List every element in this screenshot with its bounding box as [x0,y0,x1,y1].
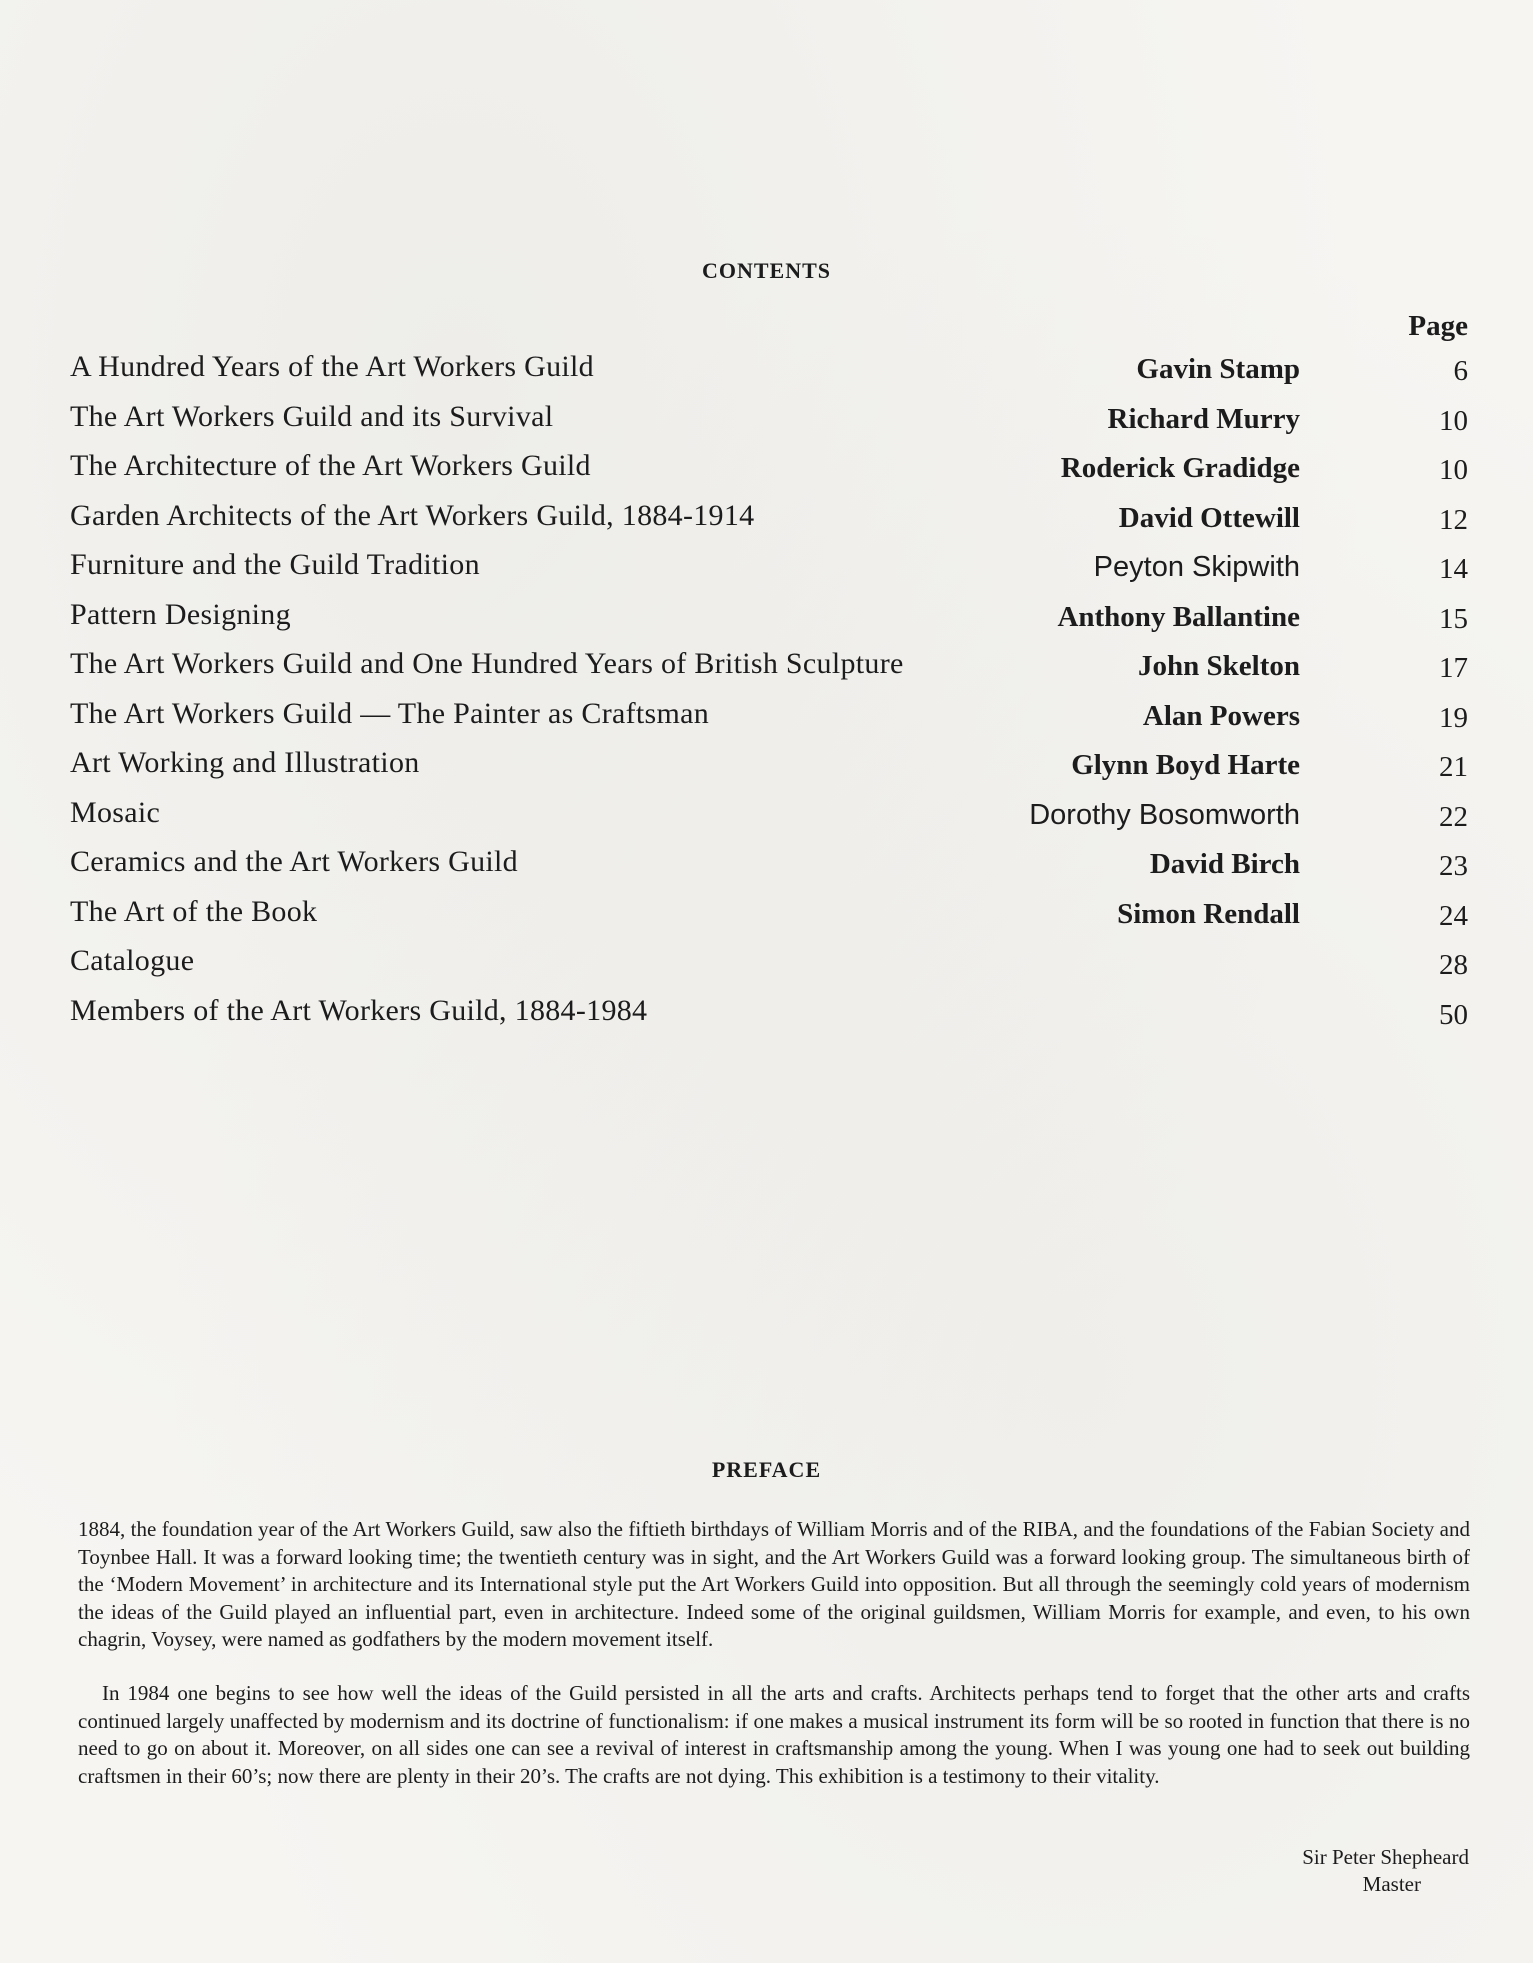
toc-entry [70,890,1470,940]
toc-author: Richard Murry [1107,402,1300,435]
toc-author: Alan Powers [1142,699,1300,732]
toc-title: Furniture and the Guild Tradition [70,548,480,581]
toc-author: David Birch [1149,848,1300,880]
toc-page-number: 19 [1439,701,1468,734]
signature-title: Master [1362,1872,1421,1896]
signature-name: Sir Peter Shepheard [1302,1845,1469,1869]
toc-author: Anthony Ballantine [1057,600,1300,633]
toc-entry [70,444,1470,494]
preface-heading: PREFACE [711,1457,822,1482]
toc-page-number: 6 [1453,355,1468,387]
toc-author: Simon Rendall [1117,897,1300,930]
toc-entry [70,395,1470,445]
toc-page-number: 17 [1439,652,1468,684]
toc-entry [70,791,1470,841]
page-column-heading: Page [1408,310,1468,342]
toc-page-number: 50 [1439,998,1468,1031]
toc-author: Roderick Gradidge [1060,452,1300,484]
table-of-contents [70,345,1470,1038]
toc-title: Members of the Art Workers Guild, 1884-1984 [70,993,648,1027]
preface-paragraph: 1884, the foundation year of the Art Workers Guild, saw also the fiftieth birthdays of William Morris and of the RIBA, and the foundations of the Fabian Society and Toynbee Hall. It was a forward looking time; the twentieth century was in sight, and the Art Workers Guild was a forward looking group. The simultaneous birth of the ‘Modern Movement’ in architecture and its International style put the Art Workers Guild into opposition. But all through the seemingly cold years of modernism the ideas of the Guild played an influential part, even in architecture. Indeed some of the original guildsmen, William Morris for example, and even, to his own chagrin, Voysey, were named as godfathers by the modern movement itself. [78,1517,1470,1652]
toc-page-number: 21 [1439,751,1468,783]
toc-entry [70,692,1470,742]
toc-page-number: 28 [1439,949,1468,981]
toc-page-number: 14 [1439,553,1468,585]
contents-heading: CONTENTS [701,258,832,283]
toc-title: Garden Architects of the Art Workers Guild, 1884-1914 [70,498,755,532]
toc-title: The Art Workers Guild — The Painter as Craftsman [70,696,710,730]
toc-title: The Art Workers Guild and its Survival [70,399,554,433]
toc-page-number: 24 [1439,899,1468,932]
toc-author: David Ottewill [1118,501,1300,534]
toc-title: Ceramics and the Art Workers Guild [70,845,518,878]
toc-title: The Art of the Book [70,894,318,928]
toc-page-number: 22 [1439,800,1468,833]
toc-author: Gavin Stamp [1136,353,1300,385]
toc-entry [70,345,1470,395]
toc-entry [70,494,1470,544]
toc-entry [70,593,1470,643]
toc-author: Glynn Boyd Harte [1071,749,1300,781]
toc-page-number: 12 [1439,503,1468,536]
toc-author: Peyton Skipwith [1093,551,1300,583]
toc-entry [70,939,1470,989]
toc-title: A Hundred Years of the Art Workers Guild [70,350,594,383]
toc-title: Art Working and Illustration [70,746,420,779]
toc-page-number: 10 [1439,404,1468,437]
toc-title: Pattern Designing [70,597,291,631]
toc-title: Mosaic [70,795,161,829]
toc-entry [70,840,1470,890]
toc-author: John Skelton [1138,650,1300,682]
toc-author: Dorothy Bosomworth [1029,798,1300,831]
toc-entry [70,741,1470,791]
toc-title: Catalogue [70,944,195,977]
preface-body [78,1516,1470,1790]
signature-block [1209,1844,1469,1898]
toc-entry [70,543,1470,593]
toc-entry [70,642,1470,692]
toc-entry [70,989,1470,1039]
toc-title: The Architecture of the Art Workers Guild [70,449,591,482]
toc-page-number: 23 [1439,850,1468,882]
toc-page-number: 15 [1439,602,1468,635]
preface-paragraph: In 1984 one begins to see how well the ideas of the Guild persisted in all the arts and crafts. Architects perhaps tend to forget that the other arts and crafts continued largely unaffected by modernism and its doctrine of functionalism: if one makes a musical instrument its form will be so rooted in function that there is no need to go on about it. Moreover, on all sides one can see a revival of interest in craftsmanship among the young. When I was young one had to seek out building craftsmen in their 60’s; now there are plenty in their 20’s. The crafts are not dying. This exhibition is a testimony to their vitality. [78,1680,1470,1788]
toc-page-number: 10 [1439,454,1468,486]
toc-title: The Art Workers Guild and One Hundred Years of British Sculpture [70,647,904,680]
